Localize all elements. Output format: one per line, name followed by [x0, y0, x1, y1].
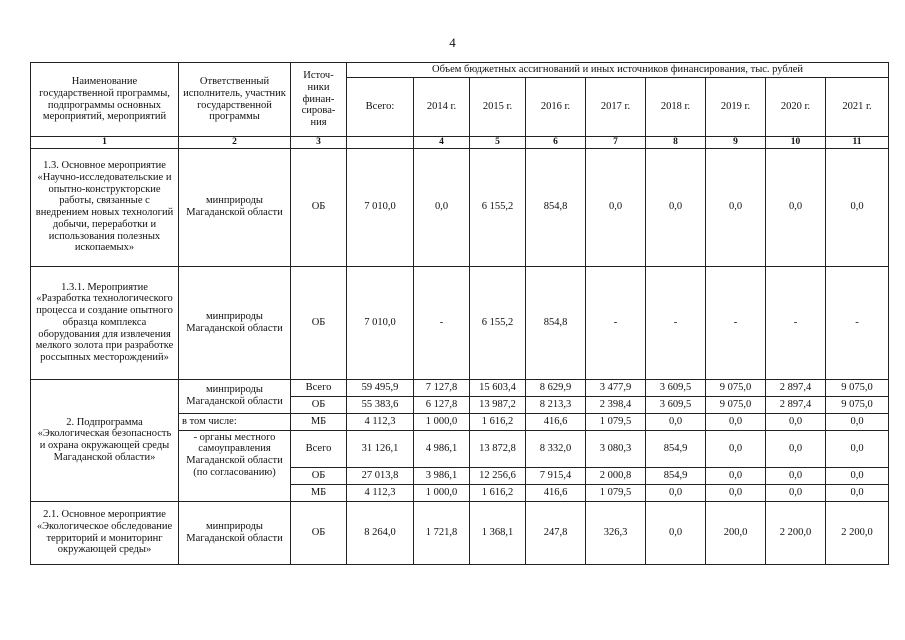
value-cell: 1 616,2 — [470, 484, 526, 501]
page-number: 4 — [449, 35, 456, 50]
value-cell: 247,8 — [526, 501, 586, 564]
column-number: 5 — [470, 137, 526, 149]
column-number: 2 — [179, 137, 291, 149]
table-row — [31, 148, 889, 266]
value-cell: 0,0 — [646, 413, 706, 430]
value-cell: 12 256,6 — [470, 467, 526, 484]
value-cell: 0,0 — [706, 430, 766, 467]
value-cell: - — [766, 266, 826, 379]
source-cell: ОБ — [291, 501, 347, 564]
value-cell: 2 000,8 — [586, 467, 646, 484]
value-cell: 7 010,0 — [347, 148, 414, 266]
value-cell: 4 112,3 — [347, 484, 414, 501]
value-cell: 0,0 — [826, 484, 889, 501]
column-number: 8 — [646, 137, 706, 149]
value-cell: 0,0 — [766, 430, 826, 467]
value-cell: 0,0 — [826, 413, 889, 430]
value-cell: 13 987,2 — [470, 396, 526, 413]
executor-cell: минприроды Магаданской области — [179, 148, 291, 266]
source-cell: ОБ — [291, 148, 347, 266]
value-cell: 0,0 — [826, 148, 889, 266]
value-cell: 0,0 — [706, 148, 766, 266]
value-cell: 13 872,8 — [470, 430, 526, 467]
table-row — [31, 266, 889, 379]
value-cell: 1 368,1 — [470, 501, 526, 564]
value-cell: 2 398,4 — [586, 396, 646, 413]
value-cell: 8 213,3 — [526, 396, 586, 413]
source-cell: МБ — [291, 413, 347, 430]
value-cell: 9 075,0 — [706, 379, 766, 396]
column-number: 9 — [706, 137, 766, 149]
value-cell: 8 629,9 — [526, 379, 586, 396]
header-year: 2020 г. — [766, 78, 826, 137]
value-cell: 0,0 — [826, 430, 889, 467]
value-cell: 0,0 — [646, 484, 706, 501]
value-cell: 9 075,0 — [706, 396, 766, 413]
value-cell: 1 000,0 — [414, 413, 470, 430]
header-name: Наименование государственной программы, подпрограммы основных мероприятий, мероприятий — [31, 63, 179, 137]
header-executor: Ответственный исполнитель, участник государственной программы — [179, 63, 291, 137]
value-cell: 0,0 — [766, 467, 826, 484]
value-cell: 7 915,4 — [526, 467, 586, 484]
value-cell: 854,9 — [646, 467, 706, 484]
value-cell: 200,0 — [706, 501, 766, 564]
value-cell: 0,0 — [706, 467, 766, 484]
source-cell: Всего — [291, 430, 347, 467]
header-year: 2016 г. — [526, 78, 586, 137]
subprogram-name: 2. Подпрограмма «Экологическая безопасность и охрана окружающей среды Магаданской области» — [31, 379, 179, 501]
executor-cell: в том числе: — [179, 413, 291, 430]
value-cell: 6 155,2 — [470, 148, 526, 266]
value-cell: 8 264,0 — [347, 501, 414, 564]
source-cell: ОБ — [291, 467, 347, 484]
source-cell: ОБ — [291, 396, 347, 413]
value-cell: 0,0 — [766, 148, 826, 266]
value-cell: - — [706, 266, 766, 379]
value-cell: 4 112,3 — [347, 413, 414, 430]
value-cell: 0,0 — [706, 484, 766, 501]
value-cell: 2 897,4 — [766, 379, 826, 396]
value-cell: 0,0 — [646, 148, 706, 266]
value-cell: 3 080,3 — [586, 430, 646, 467]
value-cell: 0,0 — [586, 148, 646, 266]
value-cell: 9 075,0 — [826, 396, 889, 413]
value-cell: 416,6 — [526, 413, 586, 430]
column-number: 6 — [526, 137, 586, 149]
value-cell: 1 079,5 — [586, 413, 646, 430]
column-number: 3 — [291, 137, 347, 149]
value-cell: 854,8 — [526, 266, 586, 379]
value-cell: 9 075,0 — [826, 379, 889, 396]
value-cell: - — [414, 266, 470, 379]
value-cell: 3 477,9 — [586, 379, 646, 396]
value-cell: 0,0 — [766, 484, 826, 501]
header-year: 2018 г. — [646, 78, 706, 137]
value-cell: 0,0 — [414, 148, 470, 266]
value-cell: 1 000,0 — [414, 484, 470, 501]
value-cell: 2 897,4 — [766, 396, 826, 413]
value-cell: 326,3 — [586, 501, 646, 564]
value-cell: 1 721,8 — [414, 501, 470, 564]
column-number: 11 — [826, 137, 889, 149]
value-cell: 1 616,2 — [470, 413, 526, 430]
value-cell: 2 200,0 — [826, 501, 889, 564]
value-cell: - — [826, 266, 889, 379]
value-cell: 59 495,9 — [347, 379, 414, 396]
value-cell: 3 609,5 — [646, 396, 706, 413]
column-number: 10 — [766, 137, 826, 149]
source-cell: ОБ — [291, 266, 347, 379]
value-cell: 3 609,5 — [646, 379, 706, 396]
activity-name: 2.1. Основное мероприятие «Экологическое обследование территорий и мониторинг окружающей среды» — [31, 501, 179, 564]
table-row — [31, 501, 889, 564]
value-cell: 854,9 — [646, 430, 706, 467]
value-cell: 0,0 — [766, 413, 826, 430]
source-cell: Всего — [291, 379, 347, 396]
source-cell: МБ — [291, 484, 347, 501]
column-number: 7 — [586, 137, 646, 149]
header-volume: Объем бюджетных ассигнований и иных источников финансирования, тыс. рублей — [347, 63, 889, 78]
executor-cell: - органы местного самоуправления Магаданской области (по согласованию) — [179, 430, 291, 501]
value-cell: 2 200,0 — [766, 501, 826, 564]
header-year: 2017 г. — [586, 78, 646, 137]
column-number: 1 — [31, 137, 179, 149]
table-row — [31, 379, 889, 396]
value-cell: 0,0 — [646, 501, 706, 564]
value-cell: - — [586, 266, 646, 379]
value-cell: 854,8 — [526, 148, 586, 266]
executor-cell: минприроды Магаданской области — [179, 266, 291, 379]
column-number — [347, 137, 414, 149]
column-number-row — [31, 137, 889, 149]
value-cell: - — [646, 266, 706, 379]
value-cell: 6 127,8 — [414, 396, 470, 413]
value-cell: 4 986,1 — [414, 430, 470, 467]
column-number: 4 — [414, 137, 470, 149]
value-cell: 3 986,1 — [414, 467, 470, 484]
header-source: Источ-ники финан-сирова-ния — [291, 63, 347, 137]
value-cell: 7 127,8 — [414, 379, 470, 396]
value-cell: 15 603,4 — [470, 379, 526, 396]
value-cell: 8 332,0 — [526, 430, 586, 467]
header-year: 2021 г. — [826, 78, 889, 137]
value-cell: 27 013,8 — [347, 467, 414, 484]
value-cell: 7 010,0 — [347, 266, 414, 379]
header-year: 2015 г. — [470, 78, 526, 137]
value-cell: 6 155,2 — [470, 266, 526, 379]
activity-name: 1.3.1. Мероприятие «Разработка технологического процесса и создание опытного образца комплекса оборудования для извлечения мелкого золота при разработке россыпных месторождений» — [31, 266, 179, 379]
executor-cell: минприроды Магаданской области — [179, 501, 291, 564]
value-cell: 55 383,6 — [347, 396, 414, 413]
value-cell: 31 126,1 — [347, 430, 414, 467]
activity-name: 1.3. Основное мероприятие «Научно-исследовательские и опытно-конструкторские работы, связанные с внедрением новых технологий добычи, переработки и использования полезных ископаемых» — [31, 148, 179, 266]
header-total: Всего: — [347, 78, 414, 137]
header-year: 2019 г. — [706, 78, 766, 137]
value-cell: 0,0 — [706, 413, 766, 430]
budget-table — [30, 62, 889, 565]
executor-cell: минприроды Магаданской области — [179, 379, 291, 413]
value-cell: 0,0 — [826, 467, 889, 484]
value-cell: 1 079,5 — [586, 484, 646, 501]
header-year: 2014 г. — [414, 78, 470, 137]
value-cell: 416,6 — [526, 484, 586, 501]
